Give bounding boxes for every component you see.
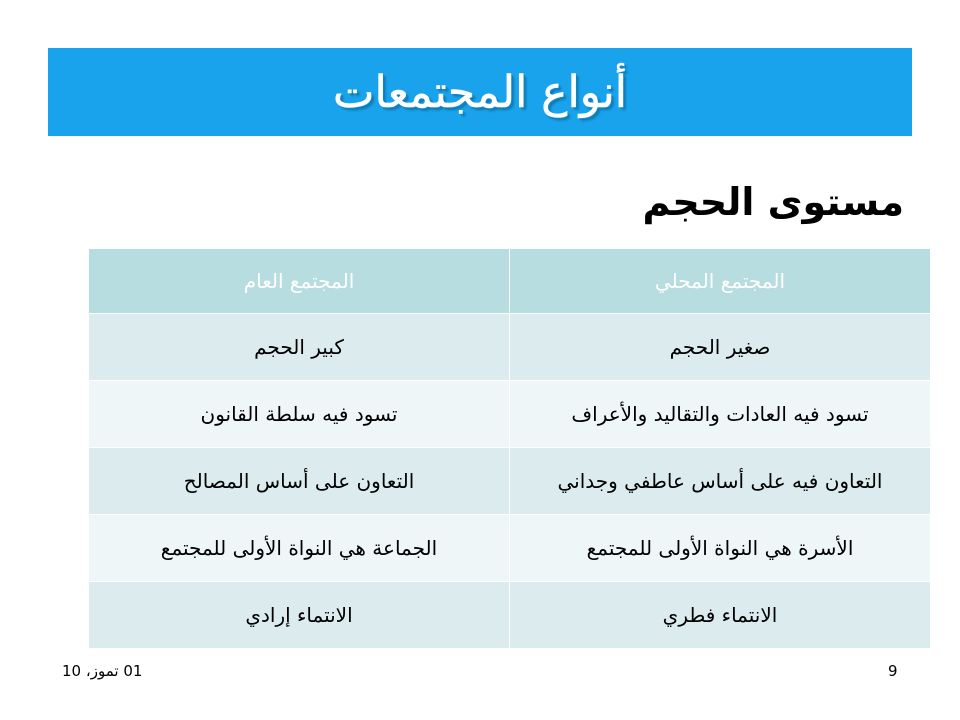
table-row [89,381,931,448]
table-cell: صغير الحجم [510,314,931,381]
table-cell: الانتماء إرادي [89,582,510,649]
table-row [89,448,931,515]
page-number: 9 [888,662,898,680]
table-cell: الأسرة هي النواة الأولى للمجتمع [510,515,931,582]
table-cell: الانتماء فطري [510,582,931,649]
subheading: مستوى الحجم [642,180,904,224]
table-cell: التعاون فيه على أساس عاطفي وجداني [510,448,931,515]
header-general-community: المجتمع العام [89,249,510,314]
footer-date: 01 تموز، 10 [62,662,143,680]
table-cell: تسود فيه العادات والتقاليد والأعراف [510,381,931,448]
slide-title: أنواع المجتمعات [333,66,627,118]
comparison-table [88,248,931,649]
header-local-community: المجتمع المحلي [510,249,931,314]
title-bar [48,48,912,136]
table-cell: كبير الحجم [89,314,510,381]
table-cell: التعاون على أساس المصالح [89,448,510,515]
table-header-row [89,249,931,314]
table-cell: الجماعة هي النواة الأولى للمجتمع [89,515,510,582]
comparison-table-container [88,248,905,649]
table-cell: تسود فيه سلطة القانون [89,381,510,448]
table-row [89,582,931,649]
table-row [89,515,931,582]
table-row [89,314,931,381]
